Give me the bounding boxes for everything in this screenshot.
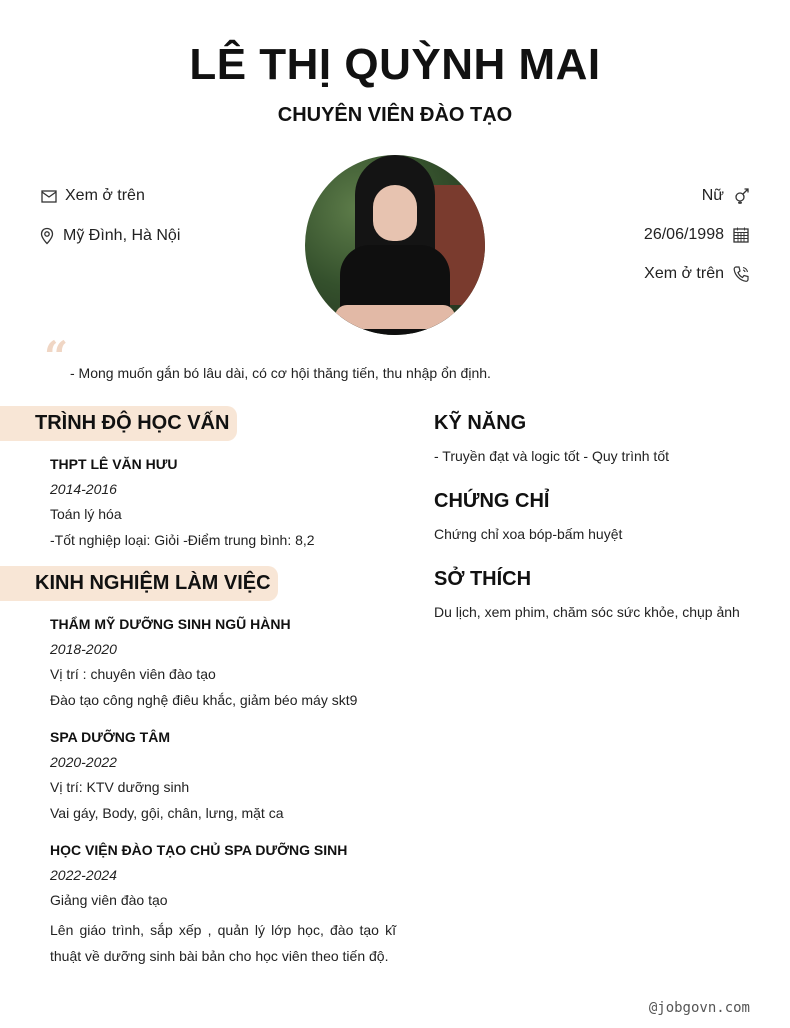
experience-position: Vị trí : chuyên viên đào tạo [50,666,216,682]
certificates-heading: CHỨNG CHỈ [434,490,550,512]
contact-email [40,187,145,205]
experience-detail: Lên giáo trình, sắp xếp , quản lý lớp học, đào tạo kĩ thuật về dưỡng sinh bài bản cho học viên theo tiến độ. [50,922,396,964]
certificates-text: Chứng chỉ xoa bóp-bấm huyệt [434,526,623,542]
career-objective: - Mong muốn gắn bó lâu dài, có cơ hội thăng tiến, thu nhập ổn định. [70,365,491,381]
skills-heading: KỸ NĂNG [434,412,527,434]
experience-detail: Đào tạo công nghệ điêu khắc, giảm béo máy skt9 [50,692,358,708]
experience-entry [50,727,396,830]
experience-heading [0,566,278,601]
school-name: THPT LÊ VĂN HƯU [50,456,178,472]
contact-phone [644,265,750,283]
candidate-name: LÊ THỊ QUỲNH MAI [189,40,601,89]
contact-phone-text: Xem ở trên [644,265,724,282]
education-detail: -Tốt nghiệp loại: Giỏi -Điểm trung bình: 8,2 [50,532,315,548]
contact-email-text: Xem ở trên [65,187,145,204]
skills-text: - Truyền đạt và logic tốt - Quy trình tốt [434,448,669,464]
experience-period: 2022-2024 [50,867,117,883]
company-name: SPA DƯỠNG TÂM [50,729,170,745]
education-heading [0,406,237,441]
profile-photo [305,155,485,335]
hobbies-heading: SỞ THÍCH [434,568,532,590]
envelope-icon [40,187,58,205]
experience-position: Giảng viên đào tạo [50,892,168,908]
hobbies-text: Du lịch, xem phim, chăm sóc sức khỏe, chụp ảnh [434,604,740,620]
company-name: HỌC VIỆN ĐÀO TẠO CHỦ SPA DƯỠNG SINH [50,842,348,858]
education-major: Toán lý hóa [50,506,122,522]
contact-gender [702,187,750,205]
contact-address-text: Mỹ Đình, Hà Nội [63,227,181,244]
experience-detail: Vai gáy, Body, gội, chân, lưng, mặt ca [50,805,284,821]
education-heading-text: TRÌNH ĐỘ HỌC VẤN [35,412,230,434]
experience-period: 2020-2022 [50,754,117,770]
calendar-icon [732,226,750,244]
contact-gender-text: Nữ [701,187,724,204]
map-pin-icon [38,227,56,245]
experience-entry [50,840,396,969]
experience-period: 2018-2020 [50,641,117,657]
gender-icon [732,187,750,205]
phone-icon [732,265,750,283]
experience-entry [50,614,396,717]
experience-position: Vị trí: KTV dưỡng sinh [50,779,190,795]
education-entry [50,454,396,557]
job-title: CHUYÊN VIÊN ĐÀO TẠO [277,104,513,126]
experience-heading-text: KINH NGHIỆM LÀM VIỆC [35,572,271,594]
education-period: 2014-2016 [50,481,117,497]
contact-birthday-text: 26/06/1998 [643,226,724,243]
quote-icon: “ [44,332,69,381]
contact-address [38,227,180,245]
company-name: THẨM MỸ DƯỠNG SINH NGŨ HÀNH [50,616,291,632]
footer-watermark: @jobgovn.com [648,1000,750,1016]
contact-birthday [644,226,750,244]
